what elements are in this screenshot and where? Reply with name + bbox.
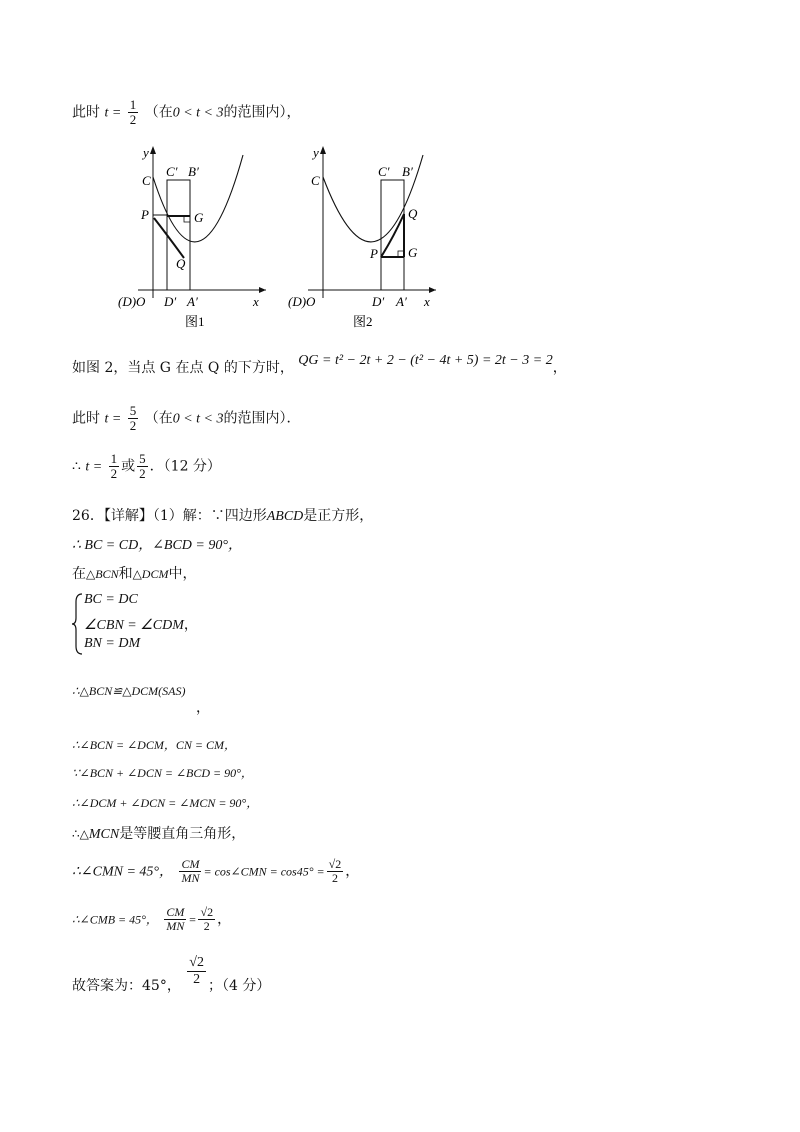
line-angle-mcn: ∴∠DCM + ∠DCN = ∠MCN = 90°， [72, 796, 259, 810]
fig2-Bprime-label: B′ [402, 164, 413, 179]
fig2-C-label: C [311, 173, 320, 188]
fig1-Aprime-label: A′ [187, 294, 198, 309]
fig1-x-label: x [253, 294, 259, 309]
fig1-y-label: y [143, 145, 149, 160]
fig1-Dprime-label: D′ [164, 294, 177, 309]
line-isosceles: ∴△MCN是等腰直角三角形， [72, 826, 246, 842]
line-congruence-comma: ， [196, 700, 210, 716]
line-triangles: 在△BCN和△DCM中， [72, 566, 197, 582]
line-cmb: ∴∠CMB = 45°， $\frac{CM}{MN}$ = $\frac{√2}{2}$ ， [72, 905, 232, 933]
problem-26-heading: 26．【详解】（1）解：∵四边形ABCD是正方形， [72, 508, 374, 524]
fig1-P-label: P [141, 207, 149, 222]
system-row-2: ∠CBN = ∠CDM， [84, 618, 198, 633]
fig1-caption: 图1 [185, 314, 205, 329]
line-qg-equation: 如图 2，当点 G 在点 Q 的下方时， QG = t² − 2t + 2 − (t² − 4t + 5) = 2t − 3 = 2， [72, 353, 567, 376]
line-conclusion: ∴ t = $\frac{1}{2}$ 或 $\frac{5}{2}$ ．（12 分） [72, 451, 221, 481]
line-t-half: 此时 t = $\frac{1}{2}$ （在0 < t < 3的范围内）， [72, 97, 301, 127]
system-row-1: BC = DC [84, 592, 138, 607]
figure-2 [278, 140, 448, 340]
line-cos45: ∴∠CMN = 45°， $\frac{CM}{MN}$ = cos∠CMN = cos45° = $\frac{√2}{2}$ ， [72, 857, 360, 885]
fig2-origin-label: (D)O [288, 294, 316, 309]
line-angle-bcn: ∴∠BCN = ∠DCM，CN = CM， [72, 738, 236, 752]
fig2-P-label: P [370, 246, 378, 261]
fig2-caption: 图2 [353, 314, 373, 329]
line-angle-sum: ∵∠BCN + ∠DCN = ∠BCD = 90°， [72, 766, 253, 780]
line-t-five-halves: 此时 t = $\frac{5}{2}$ （在0 < t < 3的范围内）． [72, 403, 301, 433]
fig1-origin-label: (D)O [118, 294, 146, 309]
fig2-Dprime-label: D′ [372, 294, 385, 309]
fig2-Cprime-label: C′ [378, 164, 390, 179]
fig2-y-label: y [313, 145, 319, 160]
line-answer: 故答案为：45°， $\frac{√2}{2}$ ；（4 分） [72, 955, 271, 994]
fig1-Q-label: Q [176, 256, 186, 271]
figure-1 [108, 140, 278, 340]
line-bc-cd: ∴ BC = CD，∠BCD = 90°， [72, 538, 242, 553]
fig2-x-label: x [424, 294, 430, 309]
fig1-Cprime-label: C′ [166, 164, 178, 179]
fig2-Aprime-label: A′ [396, 294, 407, 309]
system-row-3: BN = DM [84, 636, 141, 651]
fig1-G-label: G [194, 210, 204, 225]
fraction-one-half: $\frac{1}{2}$ [129, 97, 137, 127]
system-brace [72, 592, 84, 656]
fig2-Q-label: Q [408, 206, 418, 221]
fig2-G-label: G [408, 245, 418, 260]
fig1-Bprime-label: B′ [188, 164, 199, 179]
fig1-C-label: C [142, 173, 151, 188]
line-congruence: ∴△BCN≌△DCM(SAS) [72, 684, 186, 698]
